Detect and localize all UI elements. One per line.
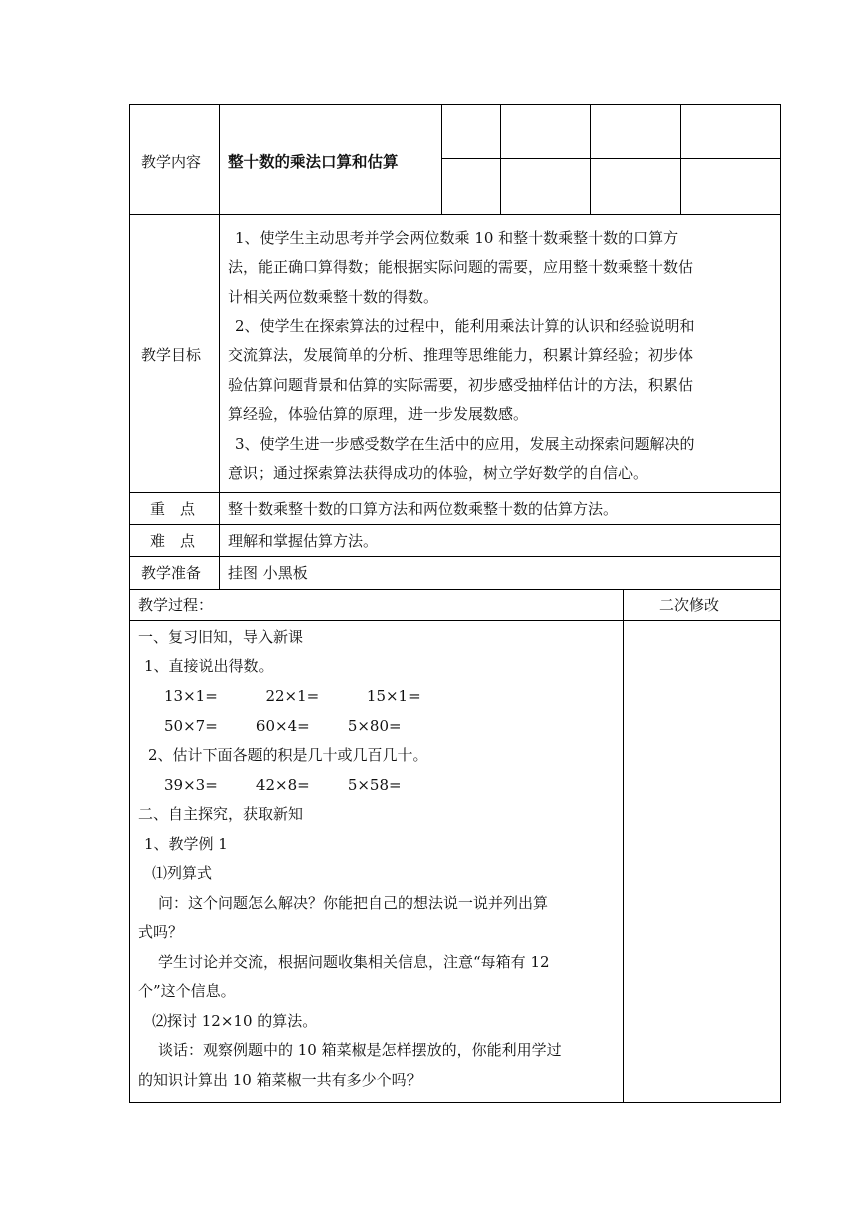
label-col-divider [219, 104, 220, 590]
process-line: 1、直接说出得数。 [144, 657, 274, 675]
key-point-label: 重 点 [150, 500, 196, 518]
revision-col-divider [623, 589, 624, 1103]
objective-line: 法，能正确口算得数；能根据实际问题的需要，应用整十数乘整十数估 [228, 258, 694, 276]
process-line: 谈话：观察例题中的 10 箱菜椒是怎样摆放的，你能利用学过 [158, 1041, 562, 1059]
process-line: 问：这个问题怎么解决？你能把自己的想法说一说并列出算 [158, 894, 549, 912]
row-sep [129, 524, 781, 525]
process-line: 1、教学例 1 [144, 835, 228, 853]
difficulty-label: 难 点 [150, 532, 196, 550]
objective-line: 计相关两位数乘整十数的得数。 [228, 288, 439, 306]
objective-line: 验估算问题背景和估算的实际需要，初步感受抽样估计的方法，积累估 [228, 376, 694, 394]
objective-line: 交流算法，发展简单的分析、推理等思维能力，积累计算经验；初步体 [228, 346, 694, 364]
difficulty-value: 理解和掌握估算方法。 [228, 532, 379, 550]
table-border-right [780, 104, 781, 1103]
process-line: 学生讨论并交流，根据问题收集相关信息，注意“每箱有 12 [158, 953, 550, 971]
key-point-value: 整十数乘整十数的口算方法和两位数乘整十数的估算方法。 [228, 500, 619, 518]
process-line: ⑵探讨 12×10 的算法。 [152, 1012, 318, 1030]
objective-line: 意识；通过探索算法获得成功的体验，树立学好数学的自信心。 [228, 464, 649, 482]
process-line: 二、自主探究，获取新知 [138, 805, 304, 823]
objective-line: 1、使学生主动思考并学会两位数乘 10 和整十数乘整十数的口算方 [235, 229, 679, 247]
revision-label: 二次修改 [659, 596, 720, 614]
objectives-label: 教学目标 [141, 346, 202, 364]
table-border-left [129, 104, 130, 1103]
process-line: 式吗？ [138, 923, 184, 941]
table-border-bottom [129, 1102, 781, 1103]
process-line: 13×1= 22×1= 15×1= [164, 687, 421, 705]
lesson-title: 整十数的乘法口算和估算 [228, 153, 399, 171]
process-line: 个”这个信息。 [138, 982, 236, 1000]
row-sep [129, 492, 781, 493]
grid-col [500, 104, 501, 215]
grid-col [680, 104, 681, 215]
grid-mid-line [441, 158, 781, 159]
row-sep [129, 556, 781, 557]
objective-line: 3、使学生进一步感受数学在生活中的应用，发展主动探索问题解决的 [235, 435, 695, 453]
table-border-top [129, 104, 781, 105]
process-line: 2、估计下面各题的积是几十或几百几十。 [148, 746, 428, 764]
objective-line: 算经验，体验估算的原理，进一步发展数感。 [228, 405, 529, 423]
row-sep [129, 589, 781, 590]
preparation-value: 挂图 小黑板 [228, 564, 308, 582]
grid-col [441, 104, 442, 215]
process-line: 50×7= 60×4= 5×80= [164, 717, 402, 735]
process-line: 一、复习旧知，导入新课 [138, 628, 304, 646]
objective-line: 2、使学生在探索算法的过程中，能利用乘法计算的认识和经验说明和 [235, 317, 695, 335]
process-line: ⑴列算式 [152, 864, 213, 882]
content-label: 教学内容 [141, 153, 202, 171]
preparation-label: 教学准备 [141, 564, 202, 582]
grid-col [590, 104, 591, 215]
process-label: 教学过程： [138, 596, 214, 614]
row-sep [129, 620, 781, 621]
row-sep [129, 214, 781, 215]
process-line: 39×3= 42×8= 5×58= [164, 776, 402, 794]
process-line: 的知识计算出 10 箱菜椒一共有多少个吗？ [138, 1071, 422, 1089]
